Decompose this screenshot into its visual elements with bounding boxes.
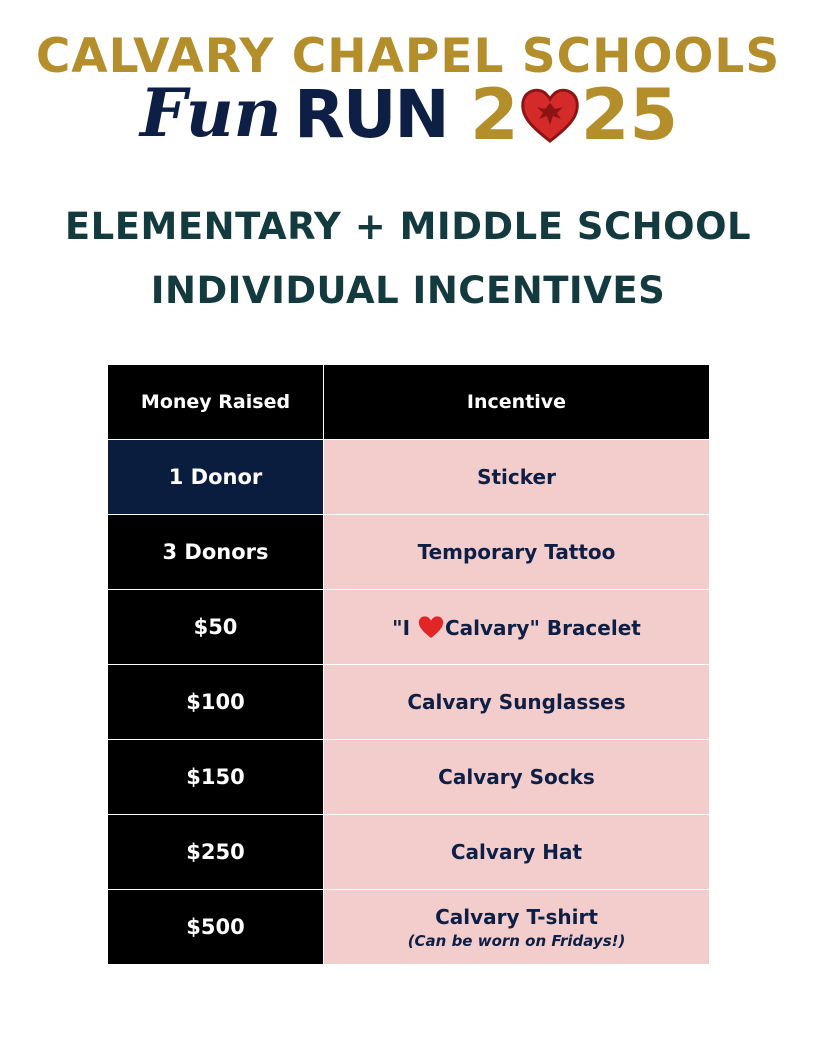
incentives-table xyxy=(107,364,710,965)
incentive-text-post: Calvary" Bracelet xyxy=(444,615,641,640)
money-cell: 3 Donors xyxy=(108,515,324,590)
money-cell: $250 xyxy=(108,815,324,890)
page-title xyxy=(0,195,816,323)
money-cell: $100 xyxy=(108,665,324,740)
incentive-cell: Temporary Tattoo xyxy=(324,515,710,590)
incentive-cell: Calvary Socks xyxy=(324,740,710,815)
header-incentive: Incentive xyxy=(324,365,710,440)
incentive-cell: Calvary Sunglasses xyxy=(324,665,710,740)
fun-run-logo xyxy=(140,74,700,154)
header-money-raised: Money Raised xyxy=(108,365,324,440)
school-name: CALVARY CHAPEL SCHOOLS xyxy=(35,29,781,84)
table-row xyxy=(108,590,710,665)
incentive-cell xyxy=(324,590,710,665)
table-row xyxy=(108,665,710,740)
table-row xyxy=(108,890,710,965)
logo-run: RUN xyxy=(294,76,448,153)
incentive-cell xyxy=(324,890,710,965)
year-digits-25: 25 xyxy=(580,74,679,156)
year-digit-2: 2 xyxy=(470,74,519,156)
logo-fun: Fun xyxy=(140,74,282,152)
table-row xyxy=(108,440,710,515)
table-header-row xyxy=(108,365,710,440)
title-line-1: ELEMENTARY + MIDDLE SCHOOL xyxy=(64,205,752,248)
money-cell: $150 xyxy=(108,740,324,815)
table-row xyxy=(108,815,710,890)
incentive-note: (Can be worn on Fridays!) xyxy=(407,931,626,950)
money-cell: $50 xyxy=(108,590,324,665)
incentive-text-pre: "I xyxy=(392,615,417,640)
incentive-cell: Calvary Hat xyxy=(324,815,710,890)
logo-year xyxy=(470,76,678,154)
title-line-2: INDIVIDUAL INCENTIVES xyxy=(150,269,666,312)
incentive-cell: Sticker xyxy=(324,440,710,515)
table-row xyxy=(108,515,710,590)
heart-bird-icon xyxy=(519,82,581,142)
table-row xyxy=(108,740,710,815)
incentive-text: Calvary T-shirt xyxy=(435,904,598,929)
money-cell: 1 Donor xyxy=(108,440,324,515)
money-cell: $500 xyxy=(108,890,324,965)
heart-icon xyxy=(417,615,445,639)
